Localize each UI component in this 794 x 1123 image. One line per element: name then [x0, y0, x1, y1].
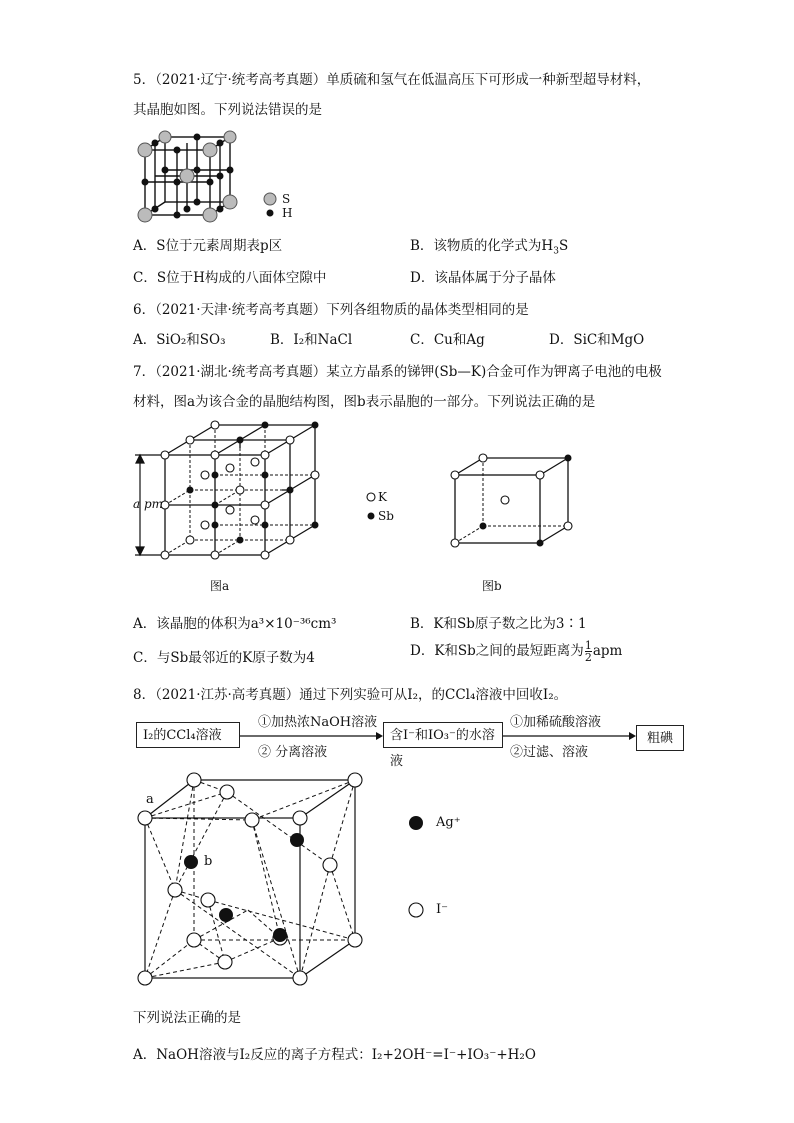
- q7-figure-a: [125, 420, 345, 570]
- q6-option-c: C．Cu和Ag: [410, 332, 485, 348]
- q5-option-b: [410, 234, 568, 257]
- q5-option-c: C．S位于H构成的八面体空隙中: [133, 270, 327, 286]
- q8-crystal-figure: [130, 770, 375, 995]
- q5-option-a: A．S位于元素周期表p区: [133, 238, 283, 254]
- q8-label-b: b: [204, 854, 213, 869]
- q7-option-b: B．K和Sb原子数之比为3∶1: [410, 616, 587, 632]
- q6-option-a: A．SiO₂和SO₃: [133, 332, 226, 348]
- q7-legend-k-label: K: [378, 490, 387, 504]
- flow-box-start: I₂的CCl₄溶液: [136, 722, 240, 748]
- q5-legend-s-label: S: [282, 192, 291, 206]
- flow-box-middle: 含I⁻和IO₃⁻的水溶液: [383, 722, 503, 748]
- q7-option-d: [410, 639, 622, 663]
- q6-stem: 6．（2021·天津·统考高考真题）下列各组物质的晶体类型相同的是: [133, 302, 529, 318]
- q7-caption-b: 图b: [482, 579, 502, 593]
- q8-stem: 8．（2021·江苏·高考真题）通过下列实验可从I₂，的CCl₄溶液中回收I₂。: [133, 687, 568, 703]
- q8-option-a: A．NaOH溶液与I₂反应的离子方程式：I₂+2OH⁻=I⁻+IO₃⁻+H₂O: [133, 1047, 536, 1063]
- fraction-numerator: 1: [584, 639, 592, 652]
- q5-legend-h-label: H: [282, 206, 293, 220]
- fraction-denominator: 2: [584, 651, 592, 664]
- q7-legend-markers: [364, 490, 378, 526]
- flow-box-end: 粗碘: [636, 725, 684, 751]
- flow-arrows: [240, 728, 640, 744]
- q8-legend-i-label: I⁻: [436, 902, 448, 917]
- q8-label-a: a: [146, 792, 154, 807]
- flow-step2-bottom: ②过滤、溶液: [510, 745, 589, 760]
- q5-stem-line2: 其晶胞如图。下列说法错误的是: [133, 102, 322, 118]
- q7-stem-line1: 7．（2021·湖北·统考高考真题）某立方晶系的锑钾(Sb—K)合金可作为钾离子电池的电极: [133, 364, 662, 380]
- q6-option-d: D．SiC和MgO: [549, 332, 645, 348]
- q5-option-b-post: S: [558, 238, 569, 254]
- q7-caption-a: 图a: [210, 579, 230, 593]
- flow-step2-top: ①加稀硫酸溶液: [510, 715, 602, 730]
- q8-prompt: 下列说法正确的是: [133, 1010, 241, 1026]
- q5-option-b-sub: 3: [553, 246, 559, 257]
- q7-option-d-fraction: [585, 640, 592, 663]
- q5-stem-line1: 5．（2021·辽宁·统考高考真题）单质硫和氢气在低温高压下可形成一种新型超导材料，: [133, 72, 651, 88]
- q7-stem-line2: 材料，图a为该合金的晶胞结构图，图b表示晶胞的一部分。下列说法正确的是: [133, 394, 596, 410]
- q7-option-a: A．该晶胞的体积为a³×10⁻³⁶cm³: [133, 616, 337, 632]
- q7-option-c: C．与Sb最邻近的K原子数为4: [133, 650, 315, 666]
- flow-step1-bottom: ② 分离溶液: [258, 745, 328, 760]
- q7-figure-b: [445, 450, 575, 550]
- q8-legend-ag-label: Ag⁺: [436, 815, 461, 830]
- q5-option-d: D．该晶体属于分子晶体: [410, 270, 556, 286]
- q7-option-d-pre: D．K和Sb之间的最短距离为: [410, 643, 584, 659]
- q7-dimension-label: a pm: [133, 497, 164, 511]
- q7-legend-sb-label: Sb: [378, 509, 394, 523]
- q8-legend-markers: [405, 812, 427, 922]
- q6-option-b: B．I₂和NaCl: [270, 332, 353, 348]
- flow-step1-top: ①加热浓NaOH溶液: [258, 715, 378, 730]
- q5-option-b-pre: B．该物质的化学式为H: [410, 238, 554, 254]
- q7-option-d-post: apm: [592, 643, 623, 659]
